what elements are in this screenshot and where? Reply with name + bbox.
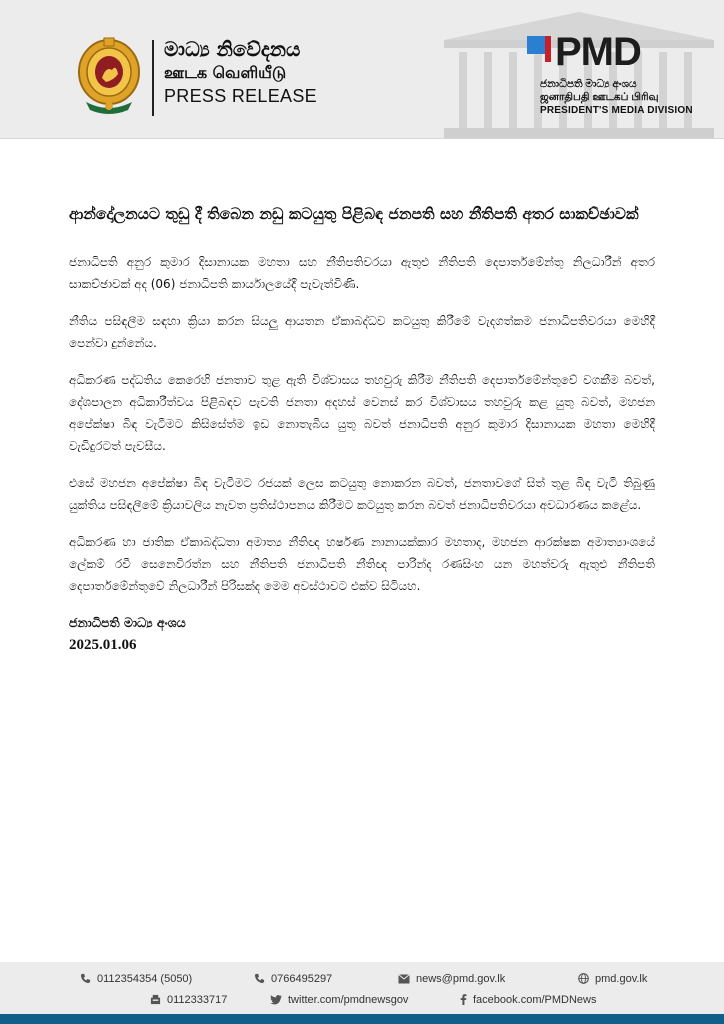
website-contact bbox=[578, 972, 647, 986]
email-link[interactable]: news@pmd.gov.lk bbox=[416, 973, 506, 985]
email-contact bbox=[398, 972, 505, 986]
paragraph: අධිකරණ පද්ධතිය කෙරෙහි ජනතාව තුළ ඇති විශ්වාසය තහවුරු කිරීම නීතිපති දෙපාර්තමේන්තුවේ වගකීම බවත්, දේශපාලන අධිකාරීත්වය පිළිබඳව පැවති ජනතා අදහස් වෙනස් කර විශ්වාසය තහවුරු කළ යුතු බවත්, මහජන අපේක්ෂා බිඳ වැටීමට කිසිසේත්ම ඉඩ නොතැබිය යුතු බවත් ජනාධිපති අනුර කුමාර දිසානායක මහතා මෙහිදී වැඩිදුරටත් පැවසීය. bbox=[69, 373, 655, 453]
paragraph: ජනාධිපති අනුර කුමාර දිසානායක මහතා සහ නීතිපතිවරයා ඇතුළු නීතිපති දෙපාර්තමේන්තු නිලධාරීන් අතර සාකච්ඡාවක් අද (06) ජනාධිපති කාර්යාලයේදී පැවැත්විණි. bbox=[69, 255, 655, 291]
website-link[interactable]: pmd.gov.lk bbox=[595, 973, 648, 985]
phone-icon bbox=[254, 973, 265, 984]
paragraph: එසේ මහජන අපේක්ෂා බිඳ වැටීමට රජයක් ලෙස කටයුතු නොකරන බවත්, ජනතාවගේ සිත් තුළ බිඳ වැටී තිබුණු යුක්තිය පසිඳලීමේ ක්‍රියාවලිය නැවත ප්‍රතිස්ථාපනය කිරීමට කටයුතු කරන බවත් ජනාධිපතිවරයා අවධාරණය කළේය. bbox=[69, 476, 655, 512]
press-release-title bbox=[164, 36, 404, 108]
article-title: ආන්දෝලනයට තුඩු දී තිබෙන නඩු කටයුතු පිළිබඳ ජනපති සහ නීතිපති අතර සාකච්ඡාවක් bbox=[69, 205, 639, 223]
fax-contact bbox=[150, 993, 227, 1007]
division-sinhala: ජනාධිපති මාධ්‍ය අංශය bbox=[540, 78, 637, 90]
footer-accent-bar bbox=[0, 1014, 724, 1024]
division-name bbox=[540, 78, 710, 117]
contact-footer bbox=[0, 962, 724, 1014]
twitter-contact bbox=[270, 993, 408, 1007]
facebook-link[interactable]: facebook.com/PMDNews bbox=[473, 994, 597, 1006]
facebook-icon bbox=[460, 994, 467, 1005]
twitter-link[interactable]: twitter.com/pmdnewsgov bbox=[288, 994, 409, 1006]
phone-contact bbox=[80, 972, 192, 986]
phone-icon bbox=[80, 973, 91, 984]
fax-number[interactable]: 0112333717 bbox=[167, 994, 228, 1006]
mail-icon bbox=[398, 974, 410, 984]
globe-icon bbox=[578, 973, 589, 984]
division-english: PRESIDENT'S MEDIA DIVISION bbox=[540, 105, 693, 116]
phone-number-main[interactable]: 0112354354 (5050) bbox=[97, 973, 193, 985]
title-english: PRESS RELEASE bbox=[164, 86, 317, 106]
pmd-logo-red-bar bbox=[545, 36, 551, 62]
paragraph: අධිකරණ හා ජාතික ඒකාබද්ධතා අමාත්‍ය නීතිඥ හර්ෂණ නානායක්කාර මහතාද, මහජන ආරක්ෂක අමාත්‍යාංශයේ ලේකම් රවී සෙනෙවිරත්න සහ නීතිපති ජනාධිපති නීතිඥ පාරින්ද රණසිංහ යන මහත්වරු ඇතුළු නීතිපති දෙපාර්තමේන්තුවේ නිලධාරීන් පිරිසක්ද මෙම අවස්ථාවට එක්ව සිටියහ. bbox=[69, 535, 655, 593]
header-banner bbox=[0, 0, 724, 139]
mobile-contact bbox=[254, 972, 332, 986]
phone-number-mobile[interactable]: 0766495297 bbox=[271, 973, 333, 985]
facebook-contact bbox=[460, 993, 597, 1007]
twitter-icon bbox=[270, 995, 282, 1005]
sri-lanka-emblem-icon bbox=[76, 36, 142, 116]
paragraph: නීතිය පසිඳලීම සඳහා ක්‍රියා කරන සියලු ආයතන ඒකාබද්ධව කටයුතු කිරීමේ වැදගත්කම ජනාධිපතිවරයා මෙහිදී පෙන්වා දුන්නේය. bbox=[69, 314, 655, 350]
division-tamil: ஜனாதிபதி ஊடகப் பிரிவு bbox=[540, 91, 659, 103]
fax-icon bbox=[150, 994, 161, 1005]
article-body bbox=[69, 200, 655, 656]
header-divider bbox=[152, 40, 154, 116]
signature: ජනාධිපති මාධ්‍ය අංශය bbox=[69, 615, 186, 630]
pmd-logo: PMD bbox=[555, 30, 641, 74]
release-date: 2025.01.06 bbox=[69, 637, 137, 653]
title-tamil: ஊடக வெளியீடு bbox=[164, 63, 287, 82]
title-sinhala: මාධ්‍ය නිවේදනය bbox=[164, 37, 301, 61]
pmd-logo-blue-square bbox=[527, 36, 545, 54]
